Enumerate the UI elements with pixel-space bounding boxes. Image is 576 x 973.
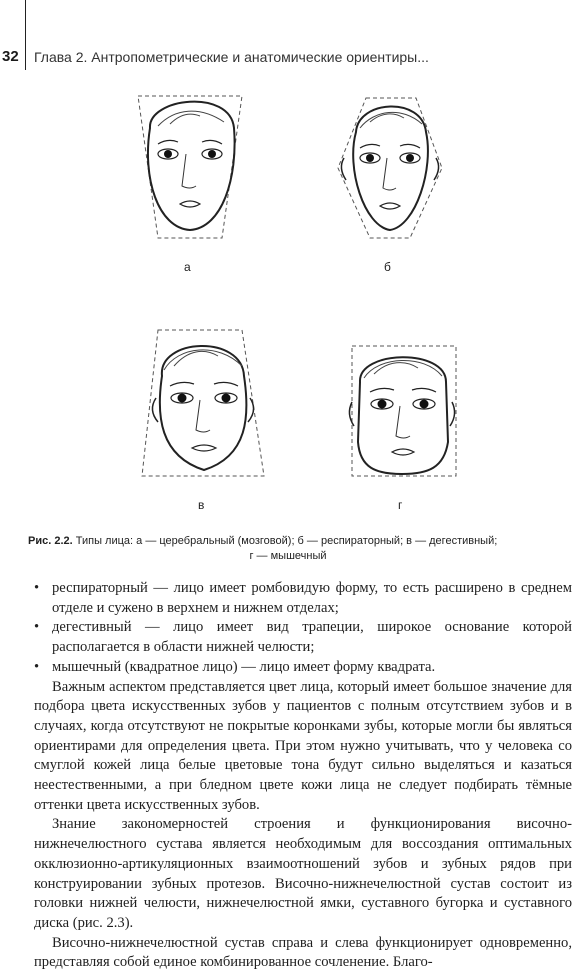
label-a: а: [184, 260, 191, 274]
bullet-icon: •: [34, 658, 40, 675]
label-b: б: [384, 260, 391, 274]
face-cerebral-drawing: [130, 88, 250, 248]
figure-caption: [28, 534, 548, 564]
running-title: Глава 2. Антропометрические и анатомические ориентиры...: [34, 49, 429, 65]
caption-label: Рис. 2.2.: [28, 535, 73, 547]
face-types-figure: [0, 80, 576, 520]
face-cerebral: [130, 88, 250, 274]
caption-last-line: г — мышечный: [249, 550, 327, 562]
list-item: • респираторный — лицо имеет ромбовидую форму, то есть расширено в среднем отделе и сужено в верхнем и нижнем отделах;: [34, 580, 572, 616]
paragraph-tmj-knowledge: Знание закономерностей строения и функционирования височно-нижнечелюстного сустава является необходимым для воссоздания оптимальных окклюзионно-артикуляционных взаимоотношений зубов и зубных рядов при конструировании зубных протезов. Височно-нижнечелюстной сустав состоит из головки нижней челюсти, нижнечелюстной ямки, суставного бугорка и суставного диска (рис. 2.3).: [34, 816, 572, 931]
bullet-icon: •: [34, 580, 40, 596]
face-respiratory-drawing: [330, 88, 450, 248]
face-respiratory: [330, 88, 450, 274]
face-digestive-drawing: [138, 326, 268, 486]
body-text: [34, 579, 572, 973]
caption-text: Типы лица: а — церебральный (мозговой); б — респираторный; в — дегестивный;: [75, 535, 498, 547]
header-rule: [25, 0, 26, 70]
page-number: 32: [2, 48, 19, 65]
bullet-list: [34, 579, 572, 678]
face-muscular-drawing: [338, 342, 464, 482]
face-muscular: [338, 342, 464, 512]
label-v: в: [198, 498, 205, 512]
list-item: • мышечный (квадратное лицо) — лицо имеет форму квадрата.: [34, 658, 572, 678]
paragraph-face-color: Важным аспектом представляется цвет лица, который имеет большое значение для подбора цвета искусственных зубов у пациентов с полным отсутствием зубов и в случаях, когда отсутствуют не покрытые коронками зубы, которые могли бы являться ориентирами для определения цвета. При этом нужно учитывать, что у человека со смуглой кожей лица белые цветовые тона будут сильно выделяться и казаться неестественными, а при бледном цвете кожи лица не следует подбирать тёмные оттенки цвета искусственных зубов.: [34, 678, 572, 813]
paragraph-tmj-function: Височно-нижнечелюстной сустав справа и слева функционирует одновременно, представляя собой единое комбинированное сочленение. Благо-: [34, 934, 572, 971]
page-header: [0, 44, 576, 72]
bullet-icon: •: [34, 619, 40, 636]
label-g: г: [398, 498, 403, 512]
list-item: • дегестивный — лицо имеет вид трапеции, широкое основание которой располагается в области нижней челюсти;: [34, 619, 572, 656]
face-digestive: [138, 326, 268, 512]
